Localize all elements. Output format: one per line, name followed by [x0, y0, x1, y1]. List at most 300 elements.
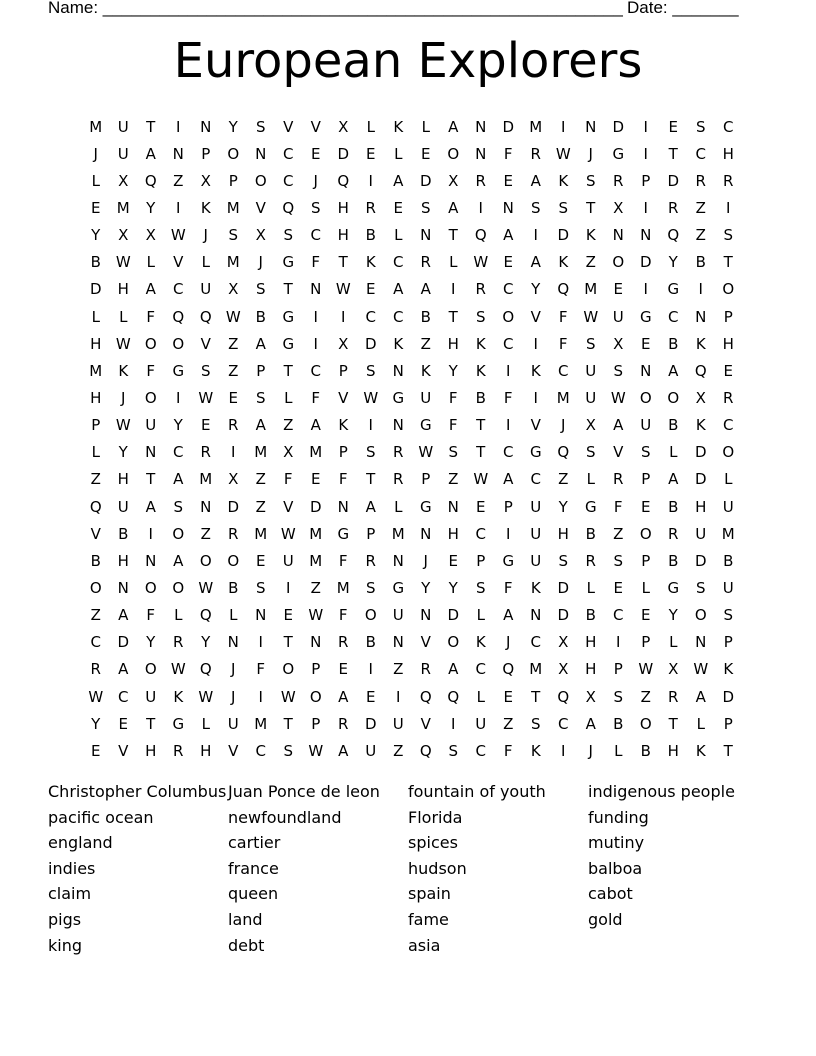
grid-letter: C [695, 144, 706, 163]
grid-letter: L [91, 307, 100, 326]
grid-letter: Z [90, 470, 101, 489]
word-bank-item: balboa [588, 858, 643, 878]
grid-letter: F [448, 416, 458, 435]
grid-letter: J [561, 416, 566, 435]
word-bank-item: cabot [588, 884, 633, 904]
grid-letter: V [283, 497, 294, 516]
grid-letter: Y [91, 226, 101, 245]
grid-letter: U [392, 606, 404, 625]
grid-letter: M [254, 714, 268, 733]
grid-letter: O [89, 578, 102, 597]
grid-letter: Q [172, 307, 185, 326]
grid-letter: Y [146, 633, 156, 652]
grid-letter: S [255, 280, 266, 299]
grid-letter: L [669, 633, 678, 652]
grid-letter: N [172, 144, 184, 163]
grid-letter: S [255, 578, 266, 597]
grid-letter: A [118, 606, 129, 625]
grid-letter: S [640, 443, 651, 462]
grid-letter: F [311, 388, 321, 407]
grid-letter: Y [228, 117, 238, 136]
grid-letter: N [585, 117, 597, 136]
grid-letter: O [639, 714, 652, 733]
grid-letter: R [475, 171, 486, 190]
grid-letter: O [172, 524, 185, 543]
grid-letter: I [506, 416, 511, 435]
grid-letter: C [668, 307, 679, 326]
grid-letter: E [723, 361, 733, 380]
grid-letter: N [447, 497, 459, 516]
grid-letter: I [643, 280, 648, 299]
grid-letter: S [475, 578, 486, 597]
grid-letter: E [338, 660, 348, 679]
grid-letter: S [695, 578, 706, 597]
grid-letter: L [586, 470, 595, 489]
grid-letter: N [200, 117, 212, 136]
grid-letter: Y [118, 443, 128, 462]
grid-letter: D [309, 497, 322, 516]
grid-letter: M [226, 253, 240, 272]
grid-letter: B [668, 551, 679, 570]
grid-letter: L [91, 443, 100, 462]
grid-letter: I [506, 524, 511, 543]
grid-letter: H [337, 198, 349, 217]
grid-letter: M [721, 524, 735, 543]
grid-letter: A [145, 144, 156, 163]
grid-letter: I [561, 117, 566, 136]
grid-letter: C [475, 741, 486, 760]
word-bank-item: fountain of youth [408, 782, 546, 801]
grid-letter: L [201, 714, 210, 733]
grid-letter: S [310, 198, 321, 217]
grid-letter: J [203, 226, 208, 245]
grid-letter: A [173, 470, 184, 489]
grid-letter: V [90, 524, 101, 543]
grid-letter: D [694, 470, 707, 489]
word-bank-item: Florida [408, 807, 463, 827]
grid-letter: E [393, 198, 403, 217]
grid-letter: O [364, 606, 377, 625]
grid-row [82, 466, 742, 493]
grid-letter: W [198, 578, 214, 597]
grid-letter: U [145, 416, 157, 435]
grid-letter: F [256, 660, 266, 679]
grid-letter: C [558, 714, 569, 733]
grid-letter: X [695, 388, 706, 407]
grid-letter: M [556, 388, 570, 407]
grid-letter: F [338, 606, 348, 625]
word-bank-item: land [228, 909, 263, 929]
grid-letter: W [555, 144, 571, 163]
grid-letter: Q [199, 606, 212, 625]
grid-letter: B [585, 606, 596, 625]
grid-letter: D [89, 280, 102, 299]
grid-letter: I [726, 198, 731, 217]
grid-letter: U [282, 551, 294, 570]
grid-letter: G [172, 361, 185, 380]
grid-letter: Q [199, 660, 212, 679]
grid-letter: H [337, 226, 349, 245]
grid-letter: F [311, 253, 321, 272]
grid-letter: U [640, 416, 652, 435]
grid-letter: J [313, 171, 318, 190]
grid-letter: K [393, 334, 404, 353]
grid-letter: O [447, 144, 460, 163]
grid-letter: U [420, 388, 432, 407]
grid-letter: P [421, 470, 431, 489]
grid-letter: R [393, 470, 404, 489]
grid-letter: E [668, 117, 678, 136]
grid-letter: P [338, 443, 348, 462]
grid-letter: G [419, 497, 432, 516]
grid-letter: W [198, 388, 214, 407]
grid-letter: P [641, 633, 651, 652]
grid-letter: H [117, 551, 129, 570]
grid-letter: I [643, 144, 648, 163]
grid-letter: G [502, 551, 515, 570]
grid-letter: G [392, 578, 405, 597]
grid-letter: K [530, 578, 541, 597]
grid-letter: A [420, 280, 431, 299]
grid-letter: B [118, 524, 129, 543]
grid-letter: Z [310, 578, 321, 597]
grid-letter: L [91, 171, 100, 190]
grid-letter: W [693, 660, 709, 679]
grid-letter: O [144, 660, 157, 679]
grid-letter: M [226, 198, 240, 217]
grid-letter: A [145, 497, 156, 516]
grid-letter: J [231, 687, 236, 706]
grid-letter: O [227, 551, 240, 570]
grid-letter: P [366, 524, 376, 543]
grid-letter: O [144, 578, 157, 597]
grid-letter: J [258, 253, 263, 272]
grid-letter: L [394, 497, 403, 516]
grid-letter: X [145, 226, 156, 245]
grid-letter: W [88, 687, 104, 706]
grid-letter: O [282, 660, 295, 679]
grid-letter: X [585, 416, 596, 435]
grid-letter: X [558, 660, 569, 679]
grid-letter: D [612, 117, 625, 136]
grid-letter: H [117, 470, 129, 489]
grid-letter: C [530, 633, 541, 652]
grid-letter: I [561, 741, 566, 760]
grid-letter: Q [282, 198, 295, 217]
grid-letter: X [338, 117, 349, 136]
grid-letter: Z [613, 524, 624, 543]
grid-letter: B [695, 253, 706, 272]
grid-letter: A [613, 416, 624, 435]
grid-letter: D [364, 334, 377, 353]
grid-letter: B [723, 551, 734, 570]
grid-letter: H [722, 144, 734, 163]
word-bank-item [588, 933, 768, 959]
grid-letter: S [448, 741, 459, 760]
grid-letter: T [668, 144, 678, 163]
grid-letter: C [90, 633, 101, 652]
grid-letter: Q [557, 687, 570, 706]
grid-letter: E [311, 144, 321, 163]
grid-letter: U [530, 551, 542, 570]
grid-letter: J [121, 388, 126, 407]
grid-letter: W [115, 334, 131, 353]
grid-letter: X [448, 171, 459, 190]
grid-letter: S [695, 117, 706, 136]
grid-letter: S [420, 198, 431, 217]
grid-letter: K [558, 253, 569, 272]
grid-letter: E [613, 578, 623, 597]
grid-row [82, 683, 742, 710]
grid-letter: Q [419, 687, 432, 706]
grid-letter: M [391, 524, 405, 543]
grid-letter: S [530, 198, 541, 217]
grid-letter: N [310, 633, 322, 652]
grid-letter: A [393, 171, 404, 190]
grid-letter: O [722, 443, 735, 462]
grid-letter: W [473, 470, 489, 489]
grid-letter: I [478, 198, 483, 217]
grid-letter: P [641, 551, 651, 570]
grid-letter: K [530, 741, 541, 760]
grid-letter: W [308, 606, 324, 625]
grid-letter: F [283, 470, 293, 489]
grid-letter: B [613, 714, 624, 733]
grid-letter: O [172, 334, 185, 353]
grid-letter: W [363, 388, 379, 407]
grid-letter: Z [283, 416, 294, 435]
grid-letter: L [476, 687, 485, 706]
grid-letter: U [475, 714, 487, 733]
grid-letter: Q [447, 687, 460, 706]
grid-letter: K [695, 416, 706, 435]
grid-letter: N [200, 497, 212, 516]
grid-letter: T [476, 416, 486, 435]
grid-letter: O [639, 524, 652, 543]
grid-letter: C [530, 470, 541, 489]
grid-letter: D [694, 443, 707, 462]
grid-letter: E [448, 551, 458, 570]
word-bank-item: mutiny [588, 833, 645, 853]
grid-letter: S [585, 443, 596, 462]
grid-letter: A [145, 280, 156, 299]
grid-letter: Q [667, 226, 680, 245]
grid-letter: H [145, 741, 157, 760]
grid-letter: D [667, 171, 680, 190]
grid-letter: V [200, 334, 211, 353]
grid-row [82, 737, 742, 764]
grid-letter: N [392, 551, 404, 570]
grid-letter: P [641, 470, 651, 489]
grid-letter: P [338, 361, 348, 380]
grid-letter: L [449, 253, 458, 272]
grid-letter: B [585, 524, 596, 543]
grid-letter: N [475, 117, 487, 136]
grid-letter: S [200, 361, 211, 380]
grid-letter: S [255, 117, 266, 136]
grid-letter: U [200, 280, 212, 299]
grid-letter: A [695, 687, 706, 706]
grid-letter: V [530, 416, 541, 435]
grid-letter: X [118, 171, 129, 190]
grid-letter: Y [91, 714, 101, 733]
grid-letter: Q [337, 171, 350, 190]
grid-letter: C [475, 524, 486, 543]
grid-letter: P [228, 171, 238, 190]
grid-letter: X [283, 443, 294, 462]
grid-letter: G [172, 714, 185, 733]
grid-letter: U [117, 117, 129, 136]
grid-letter: V [283, 117, 294, 136]
grid-letter: R [420, 660, 431, 679]
grid-letter: C [283, 171, 294, 190]
grid-letter: N [695, 307, 707, 326]
grid-letter: F [448, 388, 458, 407]
grid-letter: O [199, 551, 212, 570]
grid-letter: I [643, 198, 648, 217]
grid-letter: F [558, 307, 568, 326]
grid-letter: T [586, 198, 596, 217]
grid-letter: V [420, 633, 431, 652]
grid-letter: O [144, 334, 157, 353]
grid-letter: B [668, 416, 679, 435]
grid-letter: D [227, 497, 240, 516]
grid-letter: G [419, 416, 432, 435]
grid-letter: M [309, 524, 323, 543]
grid-letter: W [335, 280, 351, 299]
grid-letter: T [723, 741, 733, 760]
grid-letter: L [284, 388, 293, 407]
grid-letter: J [588, 144, 593, 163]
grid-letter: D [557, 226, 570, 245]
grid-letter: M [584, 280, 598, 299]
word-bank-item: Christopher Columbus [48, 782, 227, 801]
word-bank-item: claim [48, 884, 92, 904]
word-search-grid [82, 113, 742, 764]
grid-letter: H [200, 741, 212, 760]
grid-letter: F [503, 741, 513, 760]
grid-letter: D [419, 171, 432, 190]
grid-letter: N [392, 633, 404, 652]
grid-letter: Q [502, 660, 515, 679]
grid-letter: P [723, 633, 733, 652]
grid-letter: S [365, 578, 376, 597]
grid-letter: D [337, 144, 350, 163]
grid-row [82, 249, 742, 276]
grid-letter: R [90, 660, 101, 679]
grid-letter: V [255, 198, 266, 217]
grid-letter: B [228, 578, 239, 597]
word-bank-item: spices [408, 833, 458, 853]
grid-letter: K [585, 226, 596, 245]
grid-row [82, 412, 742, 439]
grid-letter: I [368, 660, 373, 679]
grid-letter: G [282, 334, 295, 353]
grid-letter: W [280, 524, 296, 543]
grid-letter: C [723, 416, 734, 435]
word-bank-item: cartier [228, 833, 281, 853]
grid-letter: C [558, 361, 569, 380]
grid-letter: A [448, 117, 459, 136]
grid-letter: L [366, 117, 375, 136]
grid-letter: P [503, 497, 513, 516]
grid-letter: M [529, 117, 543, 136]
grid-letter: M [116, 198, 130, 217]
grid-letter: I [258, 633, 263, 652]
grid-row [82, 602, 742, 629]
grid-letter: I [451, 280, 456, 299]
grid-letter: K [200, 198, 211, 217]
grid-letter: A [668, 470, 679, 489]
grid-letter: A [503, 606, 514, 625]
grid-row [82, 140, 742, 167]
grid-row [82, 493, 742, 520]
grid-letter: L [201, 253, 210, 272]
grid-letter: M [336, 578, 350, 597]
grid-letter: R [173, 633, 184, 652]
grid-letter: H [90, 388, 102, 407]
grid-letter: I [616, 633, 621, 652]
word-bank-item: funding [588, 807, 649, 827]
grid-letter: Z [640, 687, 651, 706]
grid-letter: L [476, 606, 485, 625]
grid-letter: G [337, 524, 350, 543]
grid-letter: I [368, 171, 373, 190]
word-bank-item: gold [588, 909, 623, 929]
grid-letter: T [338, 253, 348, 272]
word-bank-item: indies [48, 858, 96, 878]
grid-letter: E [641, 334, 651, 353]
grid-letter: E [91, 741, 101, 760]
grid-letter: K [530, 361, 541, 380]
grid-letter: N [640, 361, 652, 380]
grid-letter: Z [173, 171, 184, 190]
grid-letter: P [311, 714, 321, 733]
grid-letter: K [558, 171, 569, 190]
word-bank-item: pacific ocean [48, 807, 154, 827]
grid-letter: N [420, 226, 432, 245]
grid-letter: N [145, 551, 157, 570]
grid-letter: E [201, 416, 211, 435]
grid-letter: M [89, 117, 103, 136]
grid-letter: B [668, 497, 679, 516]
grid-letter: S [558, 198, 569, 217]
grid-letter: R [365, 551, 376, 570]
grid-letter: I [231, 443, 236, 462]
grid-letter: Z [695, 198, 706, 217]
grid-letter: T [531, 687, 541, 706]
grid-letter: R [723, 171, 734, 190]
grid-letter: W [280, 687, 296, 706]
grid-letter: T [283, 361, 293, 380]
grid-letter: S [448, 443, 459, 462]
grid-letter: C [310, 226, 321, 245]
grid-letter: U [612, 307, 624, 326]
grid-letter: T [283, 633, 293, 652]
word-bank-item: indigenous people [588, 782, 735, 801]
grid-letter: E [476, 497, 486, 516]
grid-letter: X [228, 470, 239, 489]
grid-letter: Q [144, 171, 157, 190]
grid-letter: V [530, 307, 541, 326]
grid-letter: G [667, 280, 680, 299]
grid-letter: C [173, 280, 184, 299]
grid-letter: N [420, 524, 432, 543]
grid-letter: Z [503, 714, 514, 733]
grid-letter: P [723, 307, 733, 326]
word-bank-item: spain [408, 884, 451, 904]
grid-letter: Y [146, 198, 156, 217]
